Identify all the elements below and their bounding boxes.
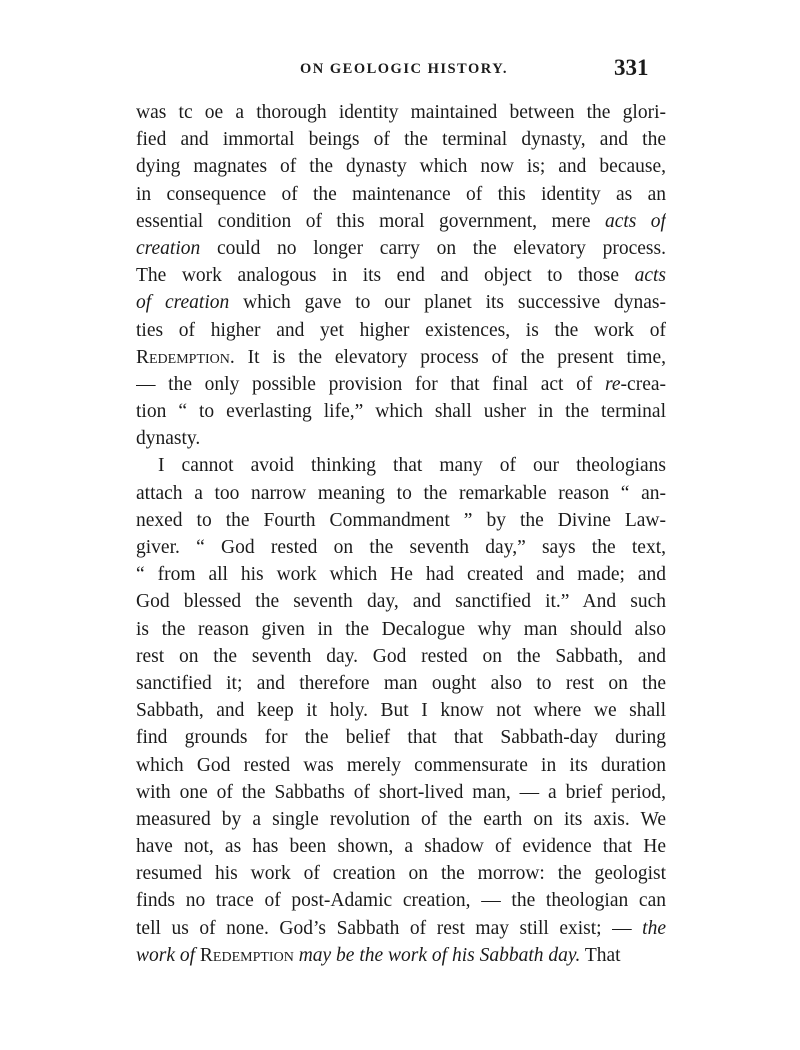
text-line (136, 99, 666, 126)
text-run: essential condition of this moral government, mere (136, 210, 605, 232)
text-line (136, 289, 666, 316)
text-line (136, 887, 666, 914)
text-line (136, 561, 666, 588)
text-run: measured by a single revolution of the earth on its axis. We (136, 808, 666, 830)
text-run: resumed his work of creation on the morrow: the geologist (136, 863, 666, 885)
text-run: tell us of none. God’s Sabbath of rest may still exist; — (136, 917, 643, 939)
text-run: giver. “ God rested on the seventh day,” says the text, (136, 537, 666, 558)
text-line (136, 126, 666, 153)
text-line (136, 670, 666, 697)
italic-text: acts of (604, 210, 666, 232)
text-run: with one of the Sabbaths of short-lived man, — a brief period, (136, 781, 666, 803)
text-run: was tc oe a thorough identity maintained between the glori- (136, 102, 666, 123)
text-run: It is the elevatory process of the present time, (234, 346, 666, 368)
text-run: which gave to our planet its successive dynas- (229, 292, 666, 314)
paragraph (136, 452, 666, 969)
text-line (136, 480, 666, 507)
text-line (136, 806, 666, 833)
text-line (136, 344, 666, 371)
text-line (136, 860, 666, 887)
text-run: rest on the seventh day. God rested on the Sabbath, and (136, 645, 666, 667)
text-line (136, 181, 666, 208)
text-run: — the only possible provision for that final act of (136, 373, 606, 395)
text-run: fied and immortal beings of the terminal dynasty, and the (136, 129, 666, 151)
text-run: Sabbath, and keep it holy. But I know not where we shall (136, 700, 666, 722)
italic-text: of creation (136, 292, 230, 314)
text-line (136, 752, 666, 779)
text-run: dying magnates of the dynasty which now is; and because, (136, 156, 666, 178)
text-line (136, 779, 666, 806)
text-line (136, 507, 666, 534)
text-run: “ from all his work which He had created and made; and (136, 564, 666, 586)
text-line (136, 643, 666, 670)
text-line (136, 262, 666, 289)
text-run: is the reason given in the Decalogue why man should also (136, 618, 666, 640)
text-run: have not, as has been shown, a shadow of evidence that He (136, 836, 666, 858)
text-line (136, 616, 666, 643)
text-line (136, 317, 666, 344)
text-run: nexed to the Fourth Commandment ” by the Divine Law- (136, 509, 666, 531)
text-line (136, 235, 666, 262)
text-run: attach a too narrow meaning to the remarkable reason “ an- (136, 482, 666, 504)
text-line (136, 371, 666, 398)
running-head: ON GEOLOGIC HISTORY. (300, 61, 508, 77)
text-line (136, 942, 666, 969)
small-caps-text: Redemption (199, 944, 294, 966)
text-run: -crea- (620, 373, 666, 395)
text-line (136, 915, 666, 942)
text-run: God blessed the seventh day, and sanctified it.” And such (136, 591, 666, 613)
page-header (0, 0, 800, 100)
text-run: tion “ to everlasting life,” which shall usher in the terminal (136, 401, 666, 423)
italic-text: may be the work of his Sabbath day. (293, 944, 581, 966)
text-run: in consequence of the maintenance of this identity as an (136, 183, 666, 205)
italic-text: acts (634, 265, 666, 287)
text-line (136, 153, 666, 180)
text-run: find grounds for the belief that that Sabbath-day during (136, 727, 666, 749)
italic-text: re (605, 373, 621, 395)
text-run: finds no trace of post-Adamic creation, — the theologian can (136, 890, 666, 912)
text-line (136, 697, 666, 724)
text-run: That (580, 944, 621, 966)
text-line (136, 833, 666, 860)
text-run: could no longer carry on the elevatory process. (200, 237, 666, 259)
text-run: which God rested was merely commensurate in its duration (136, 754, 666, 776)
text-line (136, 452, 666, 479)
text-line (136, 534, 666, 561)
text-line (136, 425, 666, 452)
text-run: The work analogous in its end and object to those (136, 265, 635, 287)
text-run: sanctified it; and therefore man ought also to rest on the (136, 672, 666, 694)
small-caps-text: Redemption. (136, 346, 235, 368)
text-line (136, 208, 666, 235)
italic-text: work of (136, 944, 200, 966)
italic-text: creation (136, 237, 201, 259)
page-number: 331 (614, 55, 649, 80)
italic-text: the (642, 917, 666, 939)
text-line (136, 724, 666, 751)
paragraph (136, 99, 666, 452)
body-text (136, 99, 666, 969)
text-run: ties of higher and yet higher existences, is the work of (136, 319, 666, 341)
text-run: dynasty. (136, 428, 201, 450)
text-run: I cannot avoid thinking that many of our theologians (158, 455, 666, 477)
text-line (136, 588, 666, 615)
text-line (136, 398, 666, 425)
